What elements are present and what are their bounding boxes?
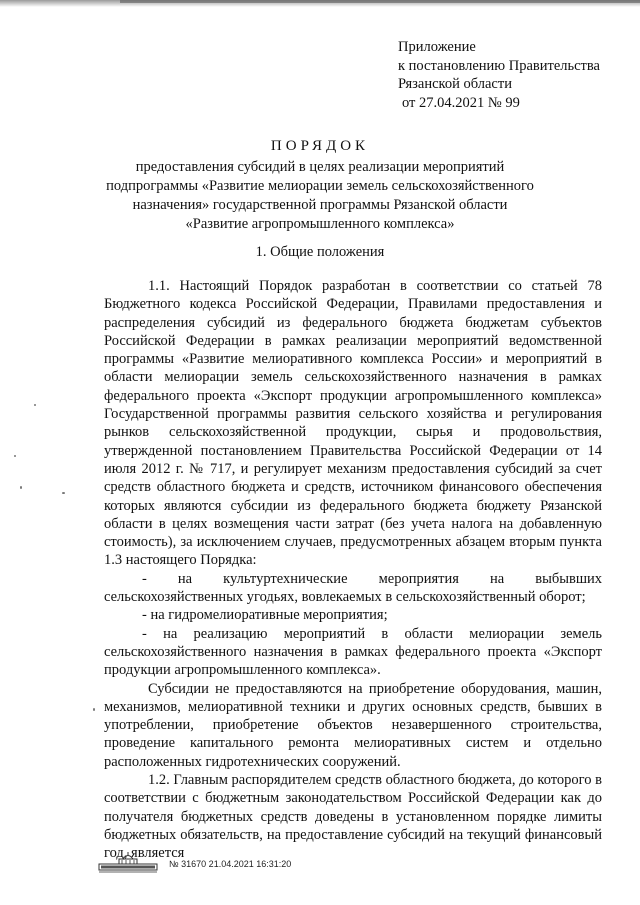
scan-speck — [14, 455, 16, 457]
scan-speck — [93, 708, 95, 711]
registration-stamp: № 31670 21.04.2021 16:31:20 — [169, 859, 292, 869]
paragraph-exclusions: Субсидии не предоставляются на приобретение оборудования, машин, механизмов, мелиоративной техники и других основных средств, бывших в употреблении, приобретение объектов незавершенного строительства, проведение капитального ремонта мелиоративных систем и отдельно расположенных гидротехнических сооружений. — [104, 680, 602, 770]
registration-footer — [97, 851, 291, 873]
appendix-line-3: Рязанской области — [398, 76, 512, 93]
scan-edge-line — [120, 0, 640, 3]
government-building-logo — [97, 851, 159, 873]
appendix-block — [398, 38, 600, 112]
scan-speck — [34, 404, 36, 406]
scan-speck — [62, 492, 65, 494]
appendix-line-2: к постановлению Правительства — [398, 57, 600, 74]
appendix-date: от 27.04.2021 № 99 — [402, 94, 520, 111]
document-title: ПОРЯДОК — [270, 138, 370, 154]
document-subtitle: предоставления субсидий в целях реализации мероприятий подпрограммы «Развитие мелиорации земель сельскохозяйственного назначения» государственной программы Рязанской области «Развитие агропромышленного комплекса» — [106, 159, 534, 232]
paragraph-1-2: 1.2. Главным распорядителем средств областного бюджета, до которого в соответствии с бюджетным законодательством Российской Федерации как до получателя бюджетных средств доведены в установленном порядке лимиты бюджетных обязательств, на предоставление субсидий на текущий финансовый год, является — [104, 772, 602, 862]
section-heading: 1. Общие положения — [255, 244, 385, 260]
document-body — [104, 277, 602, 863]
paragraph-1-1: 1.1. Настоящий Порядок разработан в соответствии со статьей 78 Бюджетного кодекса Российской Федерации, Правилами предоставления и распределения субсидий из федерального бюджета бюджетам субъектов Российской Федерации в рамках реализации мероприятий ведомственной программы «Развитие мелиоративного комплекса России» и мероприятий в области мелиорации земель сельскохозяйственного назначения в рамках федерального проекта «Экспорт продукции агропромышленного комплекса» Государственной программы развития сельского хозяйства и регулирования рынков сельскохозяйственной продукции, сырья и продовольствия, утвержденной постановлением Правительства Российской Федерации от 14 июля 2012 г. № 717, и регулирует механизм предоставления субсидий за счет средств областного бюджета и средств, источником финансового обеспечения которых являются субсидии из федерального бюджета бюджету Рязанской области в целях возмещения части затрат (без учета налога на добавленную стоимость), за исключением случаев, предусмотренных абзацем вторым пункта 1.3 настоящего Порядка: — [104, 278, 602, 569]
appendix-line-1: Приложение — [398, 39, 476, 55]
list-item-hydro: - на гидромелиоративные мероприятия; — [142, 607, 388, 624]
list-item-cultural: - на культуртехнические мероприятия на выбывших сельскохозяйственных угодьях, вовлекаемых в сельскохозяйственный оборот; — [104, 570, 602, 606]
scan-speck — [20, 486, 22, 489]
list-item-export: - на реализацию мероприятий в области мелиорации земель сельскохозяйственного назначения в рамках федерального проекта «Экспорт продукции агропромышленного комплекса». — [104, 625, 602, 679]
